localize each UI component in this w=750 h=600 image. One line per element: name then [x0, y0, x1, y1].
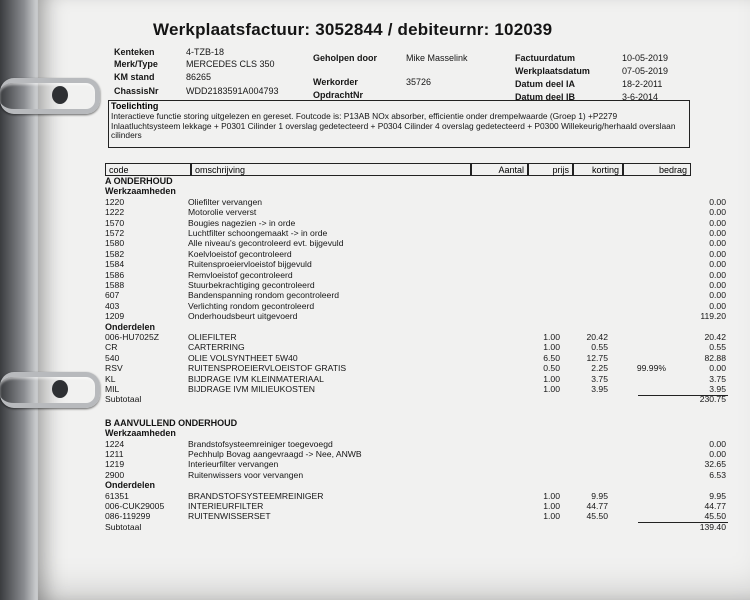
table-row [38, 280, 750, 290]
line-description: Bandenspanning rondom gecontroleerd [188, 290, 339, 301]
line-description: Motorolie ververst [188, 207, 257, 218]
line-bedrag: 0.00 [709, 269, 726, 280]
line-bedrag: 0.00 [709, 290, 726, 301]
invoice-page [38, 0, 750, 600]
line-prijs: 20.42 [586, 332, 608, 342]
line-bedrag: 0.00 [709, 238, 726, 249]
table-row [38, 470, 750, 480]
line-prijs: 9.95 [591, 490, 608, 501]
line-description: BRANDSTOFSYSTEEMREINIGER [188, 490, 324, 501]
line-prijs: 44.77 [586, 501, 608, 511]
line-korting: 99.99% [636, 363, 666, 374]
line-description: Remvloeistof gecontroleerd [188, 269, 293, 280]
line-bedrag: 0.00 [709, 363, 726, 374]
line-bedrag: 0.00 [709, 449, 726, 459]
line-prijs: 0.55 [591, 342, 608, 353]
chassis-value: WDD2183591A004793 [186, 86, 279, 96]
line-bedrag: 44.77 [704, 501, 726, 511]
line-bedrag: 32.65 [704, 459, 726, 470]
line-code: 006-HU7025Z [105, 332, 159, 342]
km-value: 86265 [186, 72, 212, 82]
line-bedrag: 9.95 [709, 490, 726, 501]
line-aantal: 1.00 [543, 342, 560, 353]
header-omschrijving: omschrijving [191, 163, 471, 176]
line-bedrag: 82.88 [704, 352, 726, 363]
line-code: 1220 [105, 196, 125, 207]
line-code: 1588 [105, 280, 125, 290]
table-row [38, 311, 750, 321]
header-aantal: Aantal [471, 163, 528, 176]
table-row [38, 384, 750, 394]
line-bedrag: 20.42 [704, 332, 726, 342]
toelichting-label: Toelichting [111, 101, 159, 111]
line-code: 006-CUK29005 [105, 501, 165, 511]
line-code: 1572 [105, 228, 125, 238]
line-description: Verlichting rondom gecontroleerd [188, 300, 315, 311]
chassis-label: ChassisNr [114, 86, 159, 96]
opdracht-label: OpdrachtNr [313, 90, 364, 100]
kenteken-label: Kenteken [114, 47, 155, 57]
line-aantal: 1.00 [543, 373, 560, 384]
line-aantal: 1.00 [543, 511, 560, 522]
table-row [38, 353, 750, 363]
geholpen-value: Mike Masselink [406, 53, 468, 63]
line-aantal: 1.00 [543, 332, 560, 342]
werkplaatsdatum-label: Werkplaatsdatum [515, 66, 590, 76]
line-bedrag: 0.00 [709, 207, 726, 218]
header-korting: korting [573, 163, 623, 176]
line-description: INTERIEURFILTER [188, 501, 264, 511]
werkorder-value: 35726 [406, 77, 432, 87]
line-code: MIL [105, 384, 120, 394]
table-row [38, 439, 750, 449]
merk-label: Merk/Type [114, 59, 158, 69]
binder-ring [0, 78, 100, 114]
line-code: 1570 [105, 217, 125, 228]
line-code: 1586 [105, 269, 125, 280]
line-code: 1584 [105, 259, 125, 270]
line-bedrag: 45.50 [704, 511, 726, 522]
line-description: OLIE VOLSYNTHEET 5W40 [188, 352, 298, 363]
subtotal-value: 230.75 [699, 394, 726, 405]
deel1a-label: Datum deel IA [515, 79, 576, 89]
line-code: KL [105, 373, 116, 384]
line-prijs: 3.95 [591, 384, 608, 394]
header-prijs: prijs [528, 163, 573, 176]
line-code: 61351 [105, 490, 129, 501]
merk-value: MERCEDES CLS 350 [186, 59, 275, 69]
page-title: Werkplaatsfactuur: 3052844 / debiteurnr: 102039 [153, 20, 553, 39]
line-code: CR [105, 342, 118, 353]
line-bedrag: 0.00 [709, 217, 726, 228]
line-code: 086-119299 [105, 511, 151, 522]
header-code: code [105, 163, 191, 176]
table-row [38, 218, 750, 228]
line-aantal: 1.00 [543, 490, 560, 501]
line-code: 540 [105, 352, 120, 363]
km-label: KM stand [114, 72, 155, 82]
kenteken-value: 4-TZB-18 [186, 47, 225, 57]
line-code: 1580 [105, 238, 125, 249]
line-description: RUITENSPROEIERVLOEISTOF GRATIS [188, 363, 347, 374]
line-description: RUITENWISSERSET [188, 511, 271, 522]
line-description: Onderhoudsbeurt uitgevoerd [188, 311, 298, 322]
table-row [38, 511, 750, 521]
line-bedrag: 6.53 [709, 469, 726, 480]
line-bedrag: 0.00 [709, 300, 726, 311]
table-row [38, 363, 750, 373]
subtotal-label: Subtotaal [105, 394, 142, 405]
line-bedrag: 0.00 [709, 280, 726, 290]
table-row [38, 207, 750, 217]
line-description: Ruitenwissers voor vervangen [188, 469, 304, 480]
line-aantal: 0.50 [543, 363, 560, 374]
line-bedrag: 0.00 [709, 228, 726, 238]
table-row [38, 249, 750, 259]
line-code: 1211 [105, 449, 124, 459]
line-code: 607 [105, 290, 120, 301]
onderdelen-label: Onderdelen [105, 321, 156, 332]
table-row [38, 332, 750, 342]
werkzaamheden-label: Werkzaamheden [105, 186, 176, 197]
line-prijs: 3.75 [591, 373, 608, 384]
line-code: RSV [105, 363, 123, 374]
header-bedrag: bedrag [623, 163, 691, 176]
onderdelen-label: Onderdelen [105, 480, 156, 491]
line-aantal: 6.50 [543, 352, 560, 363]
line-description: OLIEFILTER [188, 332, 237, 342]
subtotal-label: Subtotaal [105, 521, 142, 532]
line-description: Pechhulp Bovag aangevraagd -> Nee, ANWB [188, 449, 362, 459]
werkplaatsdatum-value: 07-05-2019 [622, 66, 669, 76]
line-code: 1219 [105, 459, 125, 470]
subtotal-row [38, 394, 750, 404]
werkzaamheden-label: Werkzaamheden [105, 428, 176, 439]
line-description: BIJDRAGE IVM MILIEUKOSTEN [188, 384, 316, 394]
deel1b-label: Datum deel IB [515, 92, 576, 102]
line-bedrag: 0.00 [709, 438, 726, 449]
toelichting-box [108, 100, 690, 148]
line-description: Ruitensproeiervloeistof bijgevuld [188, 259, 312, 270]
table-row [38, 491, 750, 501]
line-aantal: 1.00 [543, 384, 560, 394]
table-row [38, 501, 750, 511]
line-bedrag: 3.75 [709, 373, 726, 384]
line-prijs: 2.25 [591, 363, 608, 374]
table-row [38, 259, 750, 269]
deel1a-value: 18-2-2011 [622, 79, 663, 89]
line-code: 1222 [105, 207, 125, 218]
line-description: Bougies nagezien -> in orde [188, 217, 296, 228]
subtotal-value: 139.40 [699, 521, 726, 532]
line-bedrag: 0.00 [709, 196, 726, 207]
binder-ring [0, 372, 100, 408]
line-description: BIJDRAGE IVM KLEINMATERIAAL [188, 373, 324, 384]
line-description: Stuurbekrachtiging gecontroleerd [188, 280, 315, 290]
line-bedrag: 0.00 [709, 259, 726, 270]
line-description: Interieurfilter vervangen [188, 459, 279, 470]
factuurdatum-label: Factuurdatum [515, 53, 576, 63]
table-row [38, 301, 750, 311]
toelichting-text: Interactieve functie storing uitgelezen en gereset. Foutcode is: P13AB NOx absorber, efficientie onder drempelwaarde (Groep 1) +P2279 Inlaatluchtsysteem lekkage + P0301 Cilinder 1 overslag gedetecteerd + P0304 Cilinder 4 overslag gedetecteerd + P0300 Willekeurig/herhaald overslaan cilinders [111, 111, 676, 141]
table-row [38, 290, 750, 300]
line-code: 2900 [105, 469, 125, 480]
table-row [38, 270, 750, 280]
werkorder-label: Werkorder [313, 77, 358, 87]
table-row [38, 374, 750, 384]
line-description: Luchtfilter schoongemaakt -> in orde [188, 228, 328, 238]
line-code: 403 [105, 300, 120, 311]
table-row [38, 459, 750, 469]
line-prijs: 12.75 [586, 352, 608, 363]
line-description: Brandstofsysteemreiniger toegevoegd [188, 438, 333, 449]
line-code: 1224 [105, 438, 125, 449]
deel1b-value: 3-6-2014 [622, 92, 659, 102]
line-description: Oliefilter vervangen [188, 196, 263, 207]
table-row [38, 238, 750, 248]
line-code: 1582 [105, 248, 125, 259]
subtotal-row [38, 522, 750, 532]
section-title: B AANVULLEND ONDERHOUD [105, 417, 238, 428]
line-prijs: 45.50 [586, 511, 608, 522]
factuurdatum-value: 10-05-2019 [622, 53, 669, 63]
table-row [38, 228, 750, 238]
line-bedrag: 0.55 [709, 342, 726, 353]
line-code: 1209 [105, 311, 125, 322]
table-row [38, 197, 750, 207]
table-row [38, 342, 750, 352]
table-row [38, 449, 750, 459]
line-description: CARTERRING [188, 342, 245, 353]
geholpen-label: Geholpen door [313, 53, 377, 63]
line-aantal: 1.00 [543, 501, 560, 511]
line-description: Alle niveau's gecontroleerd evt. bijgevuld [188, 238, 344, 249]
line-bedrag: 0.00 [709, 248, 726, 259]
line-description: Koelvloeistof gecontroleerd [188, 248, 292, 259]
line-bedrag: 119.20 [700, 311, 726, 322]
section-title: A ONDERHOUD [105, 176, 173, 186]
line-bedrag: 3.95 [709, 384, 726, 394]
